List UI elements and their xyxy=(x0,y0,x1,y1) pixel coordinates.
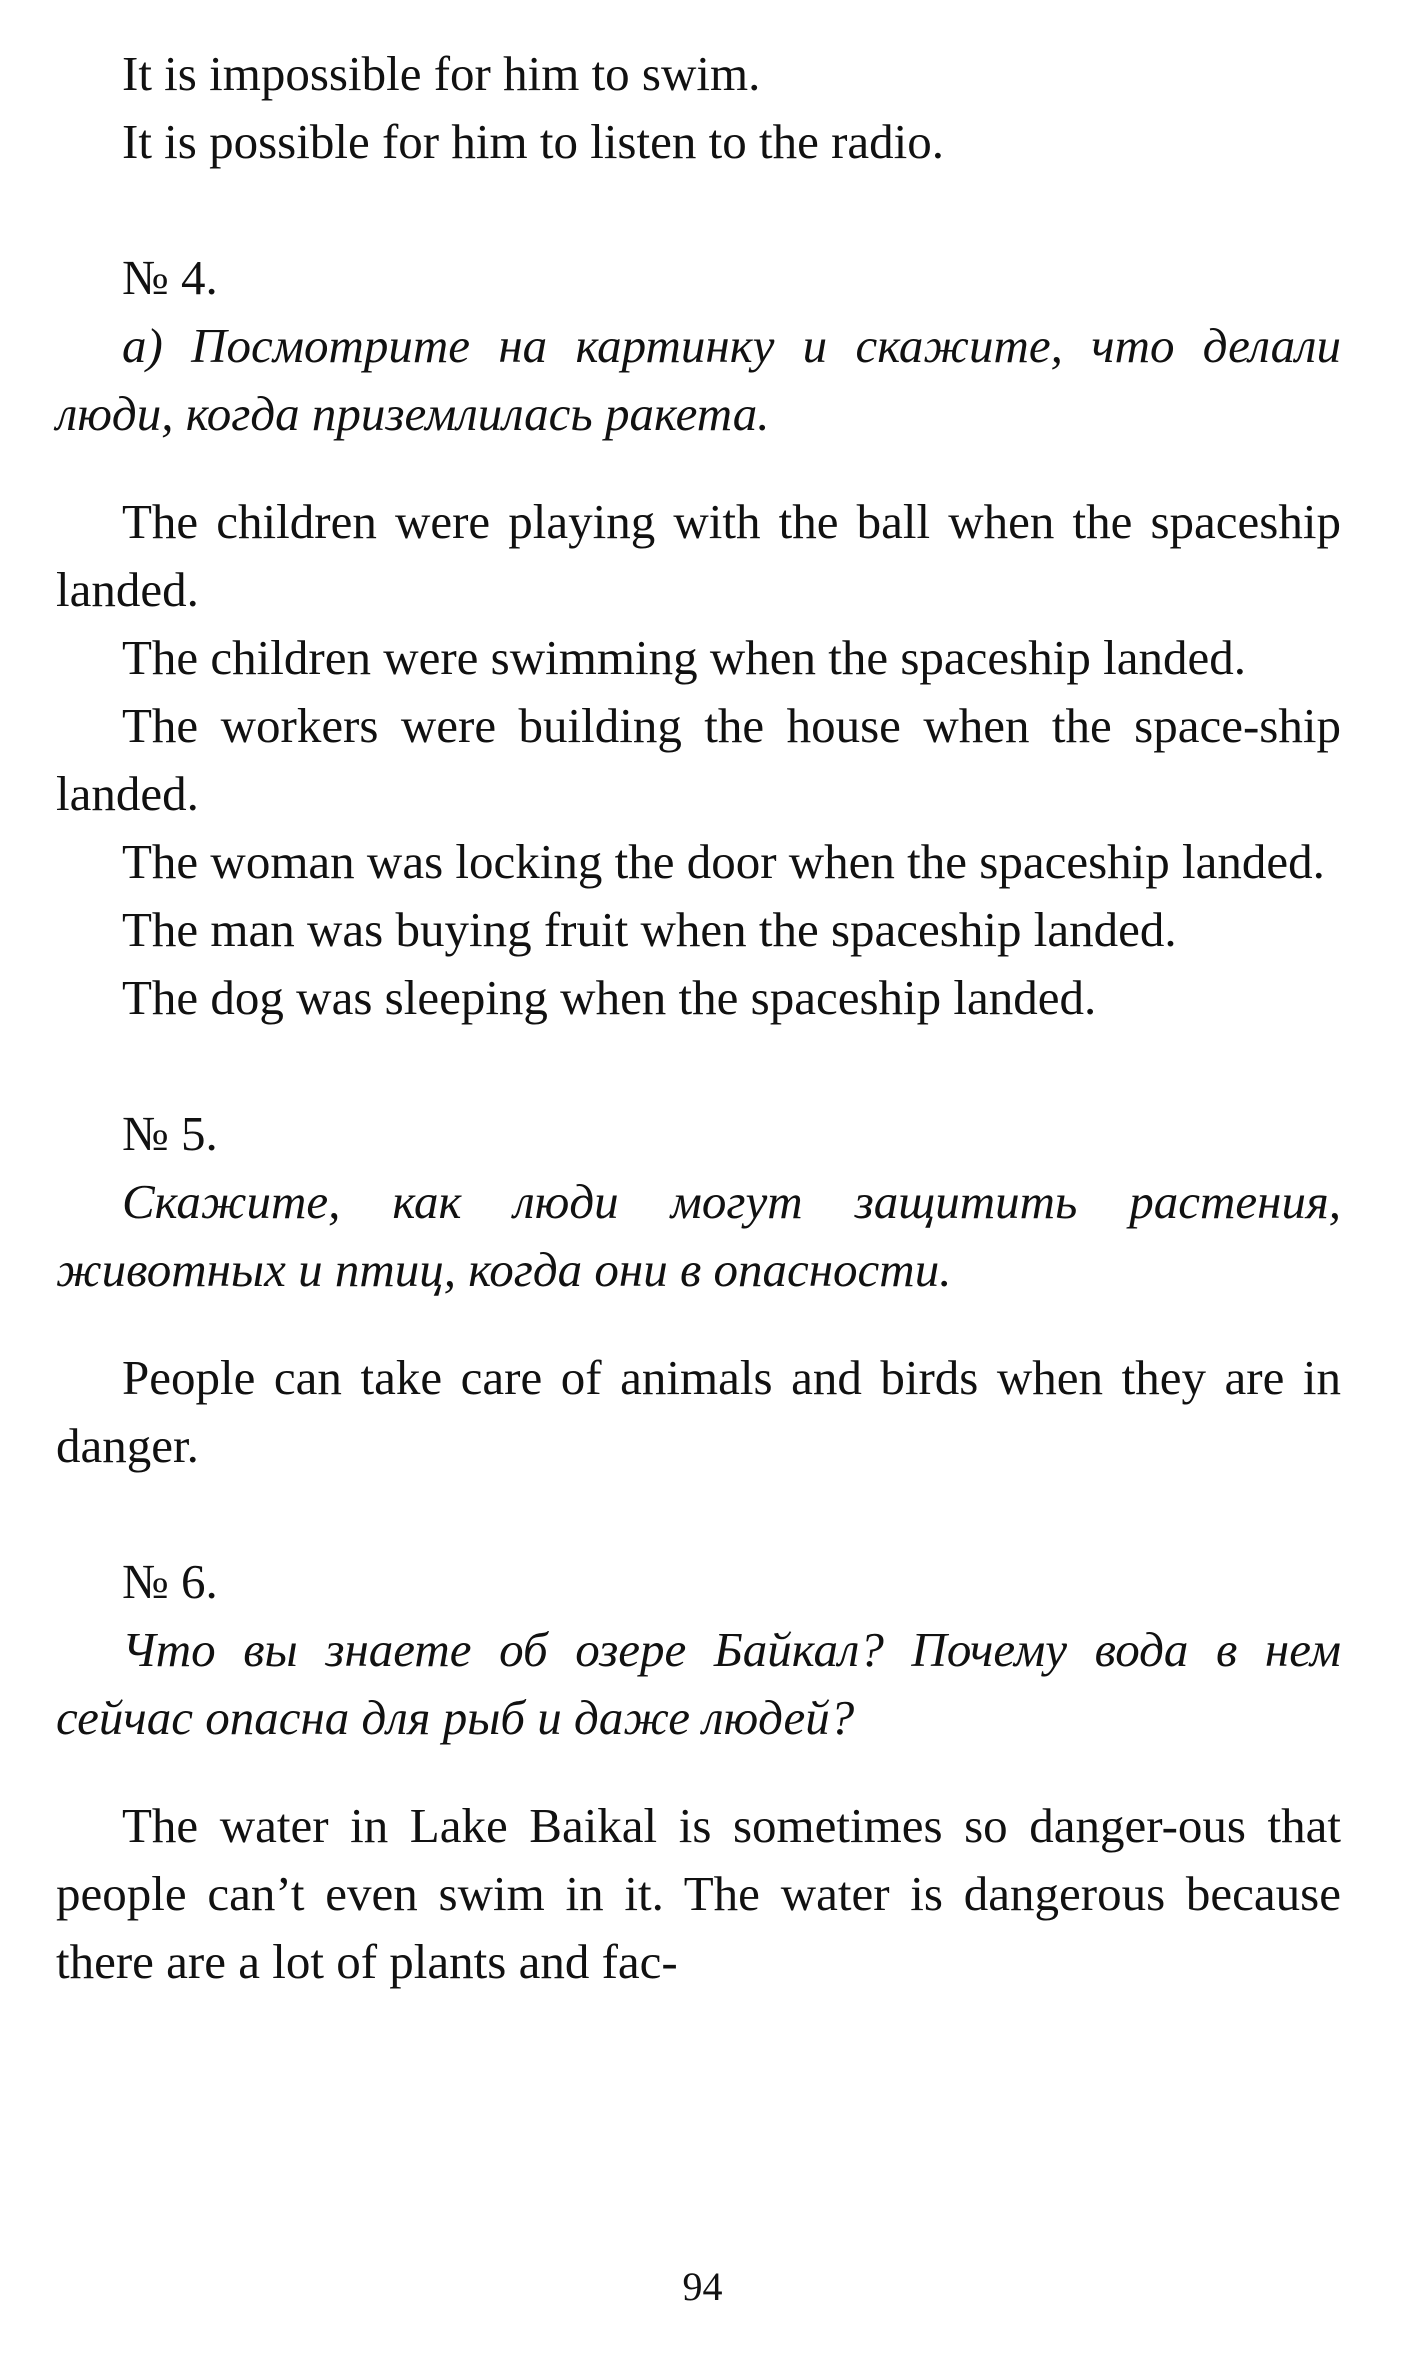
answer-paragraph: The water in Lake Baikal is sometimes so danger-ous that people can’t even swim in it. The water is dangerous because there are a lot of plants and fac- xyxy=(56,1798,1341,1989)
answer-paragraph: People can take care of animals and birds when they are in danger. xyxy=(56,1350,1341,1473)
section-number: № 5. xyxy=(122,1106,218,1161)
section-number: № 4. xyxy=(122,250,218,305)
answer-line: The man was buying fruit when the spaceship landed. xyxy=(122,902,1177,957)
answer-line: The woman was locking the door when the spaceship landed. xyxy=(122,834,1325,889)
page-number: 94 xyxy=(682,2264,723,2309)
text-line: It is possible for him to listen to the radio. xyxy=(122,114,945,169)
answer-line: The workers were building the house when the space-ship landed. xyxy=(56,698,1341,821)
answer-line: The dog was sleeping when the spaceship landed. xyxy=(122,970,1097,1025)
answer-line: The children were playing with the ball when the spaceship landed. xyxy=(56,494,1341,617)
text-line: It is impossible for him to swim. xyxy=(122,46,761,101)
page-content xyxy=(56,40,1341,1996)
answer-line: The children were swimming when the spaceship landed. xyxy=(122,630,1246,685)
task-instruction: Что вы знаете об озере Байкал? Почему вода в нем сейчас опасна для рыб и даже людей? xyxy=(56,1622,1341,1745)
section-number: № 6. xyxy=(122,1554,218,1609)
task-instruction: а) Посмотрите на картинку и скажите, что делали люди, когда приземлилась ракета. xyxy=(56,318,1341,441)
task-instruction: Скажите, как люди могут защитить растения, животных и птиц, когда они в опасности. xyxy=(56,1174,1341,1297)
